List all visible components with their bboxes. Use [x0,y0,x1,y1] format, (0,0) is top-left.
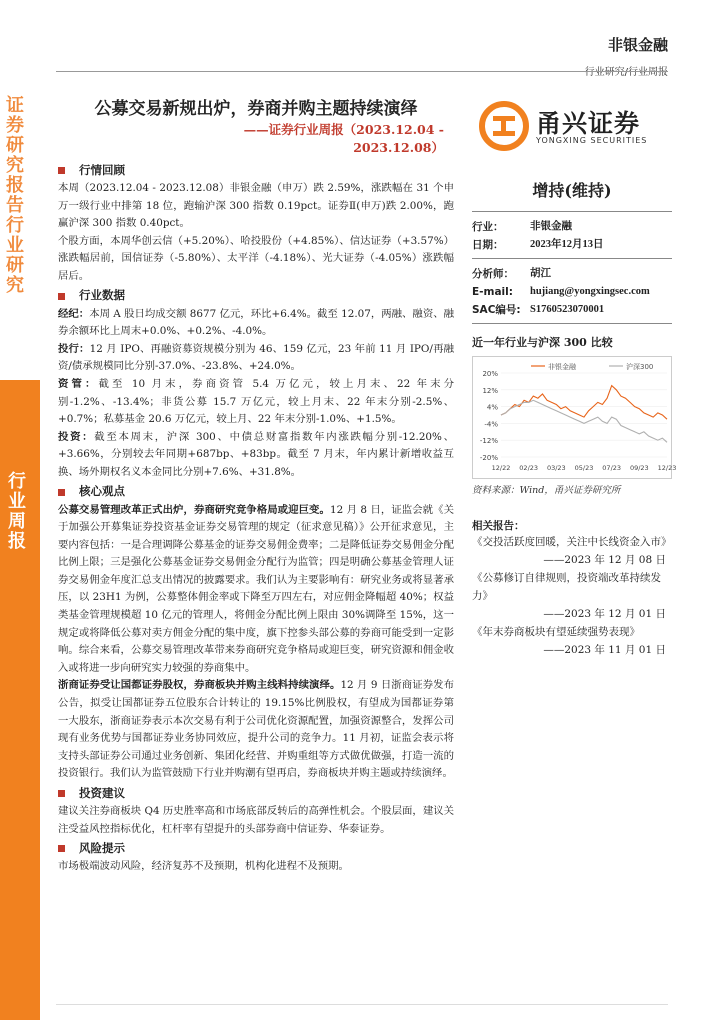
legend-label: 沪深300 [626,363,654,371]
paragraph-lead: 公募交易管理改革正式出炉，券商研究竞争格局或迎巨变。 [58,503,330,516]
section-paragraph [58,803,454,838]
section-paragraph [58,429,454,482]
info-divider [472,258,672,259]
section-paragraph [58,180,454,233]
paragraph-lead: 资管： [58,377,99,390]
paragraph-lead: 投行： [58,342,90,355]
info-row [472,265,672,283]
rating: 增持(维持) [532,181,612,200]
x-tick-label: 03/23 [546,464,566,472]
y-tick-label: -12% [479,437,498,446]
x-tick-label: 02/23 [519,464,539,472]
analyst-list [472,265,672,319]
section-paragraph [58,858,454,876]
info-value: S1760523070001 [530,304,605,315]
y-tick-label: -4% [484,420,498,429]
info-key: 行业： [472,221,504,233]
category-label: 非银金融 [607,36,668,54]
bullet-square-icon [58,845,65,852]
y-tick-label: -20% [479,454,498,462]
info-row [472,218,672,236]
info-row [472,283,672,301]
info-value: 非银金融 [530,221,572,232]
section-paragraph [58,341,454,376]
section-paragraph [58,502,454,678]
sidebar-top-text: 证券研究报告 行业研究 [6,95,24,296]
bullet-square-icon [58,167,65,174]
y-tick-label: 20% [482,370,498,378]
logo-mark-icon [478,100,530,152]
section-heading-text: 核心观点 [79,484,125,499]
x-tick-label: 12/23 [657,464,677,472]
subcategory-label: 行业研究/行业周报 [584,67,668,78]
info-key: 日期： [472,239,504,251]
section-heading [58,287,454,306]
footer-divider [56,1004,668,1005]
header-divider [56,71,668,72]
logo-cn: 甬兴证券 [536,109,641,138]
paragraph-text: 市场极端波动风险，经济复苏不及预期，机构化进程不及预期。 [58,860,349,873]
sidebar-band-text: 行业周报 [8,471,26,552]
logo-en: YONGXING SECURITIES [536,136,648,145]
related-report-title: 《年末券商板块有望延续强势表现》 [472,626,640,638]
report-subtitle: ——证券行业周报（2023.12.04 - 2023.12.08） [243,122,444,155]
main-content [58,160,454,876]
paragraph-text: 12 月 9 日浙商证券发布公告，拟受让国都证券五位股东合计转让的 19.15%比例股权，有望成为国都证券第一大股东，浙商证券表示本次交易有利于公司优化资源配置，加强资源整合，发挥公司现有业务优势与国都证券业务协同效应，提升公司的竞争力。11 月初，证监会表示将支持头部证券公司通过业务创新、集团化经营、并购重组等方式做优做强，打造一流的投资银行。我们认为监管鼓励下行业并购潮有望再启，券商板块并购主题或持续演绎。 [58,679,454,780]
paragraph-text: 12 月 8 日，证监会就《关于加强公开募集证券投资基金证券交易管理的规定（征求意见稿）》公开征求意见，主要内容包括：一是合理调降公募基金的证券交易佣金费率；二是降低证券交易佣金分配比例上限；三是强化公募基金证券交易佣金分配行为监管；四是明确公募基金管理人证券交易佣金年度汇总支出情况的披露要求。我们认为主要影响有：研究业务或将显著承压，以 23H1 为例，公募整体佣金率或下降至万四左右，对应佣金降幅超 40%；权益类基金管理规模超 10 亿元的管理人，将佣金分配比例上限由 30%调降至 15%，这一规定或将降低公募对卖方佣金分配的集中度，旗下控参头部公募的券商可能受到一定影响。综合来看，公募交易管理改革带来券商研究竞争格局或迎巨变，研究资源和佣金收入或将进一步向研究实力较强的券商集中。 [58,503,454,674]
paragraph-text: 个股方面，本周华创云信（+5.20%）、哈投股份（+4.85%）、信达证券（+3.57%）涨跌幅居前，国信证券（-5.80%）、太平洋（-4.18%）、光大证券（-4.05%）涨跌幅居后。 [58,234,454,282]
x-tick-label: 07/23 [602,464,622,472]
bullet-square-icon [58,489,65,496]
section-heading [58,784,454,803]
section-heading [58,483,454,502]
section-paragraph [58,677,454,783]
paragraph-lead: 经纪： [58,307,90,320]
paragraph-text: 本周 A 股日均成交额 8677 亿元，环比+6.4%。截至 12.07，两融、融资、融券余额环比上周末+0.0%、+0.2%、-4.0%。 [58,307,454,338]
section-paragraph [58,306,454,341]
legend-label: 非银金融 [548,363,576,371]
section-heading-text: 行情回顾 [79,162,125,177]
section-heading-text: 风险提示 [79,840,125,855]
x-tick-label: 09/23 [629,464,649,472]
paragraph-text: 本周（2023.12.04 - 2023.12.08）非银金融（申万）跌 2.59%，涨跌幅在 31 个申万一级行业中排第 18 位，跑输沪深 300 指数 0.19pct。证券Ⅱ(申万)跌 2.00%，跑赢沪深 300 指数 0.40pct。 [58,182,454,230]
section-paragraph [58,233,454,286]
related-report-title: 《公募修订自律规则，投资端改革持续发力》 [472,572,661,602]
paragraph-text: 建议关注券商板块 Q4 历史胜率高和市场底部反转后的高弹性机会。个股层面，建议关注受益风控指标优化，杠杆率有望提升的头部券商中信证券、华泰证券。 [58,805,454,835]
info-key: SAC编号: [472,304,521,316]
related-report-date: ——2023 年 12 月 01 日 [543,608,666,620]
related-heading: 相关报告： [472,520,525,532]
section-heading-text: 行业数据 [79,288,125,303]
paragraph-lead: 投资： [58,430,95,443]
comparison-chart [472,356,677,479]
related-report-title: 《交投活跃度回暖，关注中长线资金入市》 [472,536,672,548]
section-heading-text: 投资建议 [79,785,125,800]
bullet-square-icon [58,293,65,300]
x-tick-label: 05/23 [574,464,594,472]
related-report-date: ——2023 年 11 月 01 日 [543,644,666,656]
x-tick-label: 12/22 [491,464,511,472]
right-column [472,178,677,659]
related-reports [472,533,672,659]
section-paragraph [58,376,454,429]
info-row [472,301,672,319]
company-logo [478,100,668,152]
section-heading [58,839,454,858]
related-report-date: ——2023 年 12 月 08 日 [543,554,666,566]
info-row [472,236,672,254]
paragraph-text: 12 月 IPO、再融资募资规模分别为 46、159 亿元，23 年前 11 月 IPO/再融资/债承规模同比分别-37.0%、-23.8%、+24.0%。 [58,342,454,373]
y-tick-label: 4% [486,403,498,412]
analyst-divider [472,323,672,324]
info-key: E-mail: [472,286,513,298]
sidebar-top [0,0,32,380]
paragraph-lead: 浙商证券受让国都证券股权，券商板块并购主线料持续演绎。 [58,679,341,692]
y-tick-label: 12% [482,386,498,395]
chart-source: 资料来源：Wind，甬兴证券研究所 [472,485,621,496]
info-value: 胡江 [530,268,551,279]
chart-title: 近一年行业与沪深 300 比较 [472,336,613,349]
info-list [472,218,672,254]
paragraph-text: 截至本周末，沪深 300、中债总财富指数年内涨跌幅分别-12.20%、+3.66%，分别较去年同期+687bp、+83bp。截至 7 月末，年内累计新增收益互换、场外期权名义本金同比分别+7.6%、+31.8%。 [58,430,455,478]
info-value: 2023年12月13日 [530,239,604,250]
paragraph-text: 截至 10 月末，券商资管 5.4 万亿元，较上月末、22 年末分别-1.2%、-13.4%；非货公募 15.7 万亿元，较上月末、22 年末分别-2.5%、+0.7%；私募基金 20.6 万亿元，较上月、22 年末分别-1.0%、+1.5%。 [58,377,455,426]
section-heading [58,161,454,180]
info-key: 分析师： [472,268,514,280]
info-value: hujiang@yongxingsec.com [530,286,650,297]
report-title: 公募交易新规出炉，券商并购主题持续演绎 [94,99,418,119]
sidebar-band [0,380,40,1020]
chart-svg [473,357,677,475]
bullet-square-icon [58,790,65,797]
rating-divider [472,211,672,212]
